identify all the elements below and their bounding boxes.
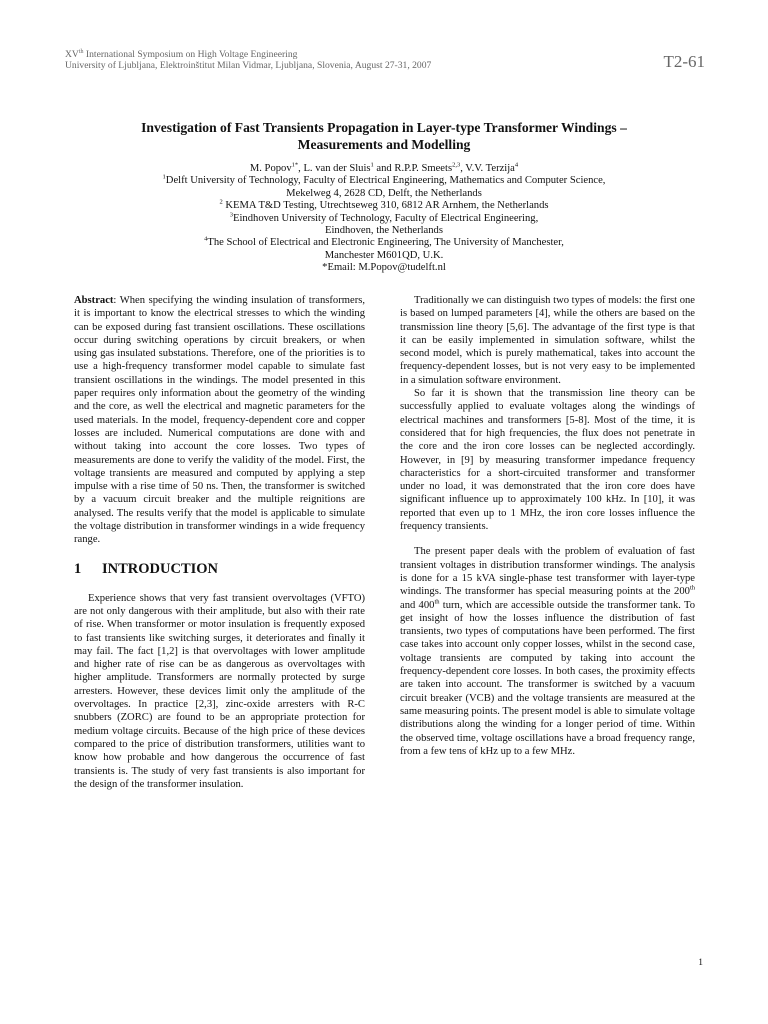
affiliation-2-text: KEMA T&D Testing, Utrechtseweg 310, 6812 AR Arnhem, the Netherlands [222,200,549,212]
affiliation-4-line-2: Manchester M601QD, U.K. [324,249,444,261]
conference-prefix: XV [65,49,79,60]
para3-sup-1: th [689,584,695,592]
conference-name: International Symposium on High Voltage Engineering [83,49,298,60]
conference-info [65,49,705,71]
intro-paragraph-1: Experience shows that very fast transient overvoltages (VFTO) are not only dangerous with their amplitude, but also with their rate of rise. When transformer or motor insulation is frequently exposed to fast transients like switching surges, it deteriorates and finally it may fail. The fact [1,2] is that overvoltages with lower amplitude and higher rate of rise can be as dangerous as overvoltages with higher amplitude. Transformers are normally protected by surge arresters. However, these devices limit only the amplitude of the overvoltages. In practice [2,3], zinc-oxide arresters with R-C snubbers (ZORC) are found to be an appropriate protection for medium voltage circuits. Because of the high price of these devices compared to the price of distribution transformers, utilities want to know how probable and how dangerous the occurrence of fast transients is. The study of very fast transients is also important for the design of the transformer insulation. [74,592,365,790]
author-1: M. Popov [249,163,292,174]
para3-part-c: turn, which are accessible outside the transformer tank. To get insight of how the losses influence the distribution of fast transients, two types of computations have been performed. The first case takes into account only copper losses, whilst in the second case, voltage transients are computed by taking into account the frequency-dependent core losses. In both cases, the proximity effects are taken into account. The transformer is switched by a vacuum circuit breaker (VCB) and the voltage transients are measured at the same measuring points. The present model is able to simulate voltage distributions along the winding for a longer period of time. Within the observed time, voltage oscillations have a broad frequency range, from a few tens of kHz up to a few MHz. [400,599,695,757]
affiliation-1 [90,175,678,200]
affiliation-2 [90,200,678,212]
section-title: INTRODUCTION [102,560,219,577]
affiliation-4 [90,237,678,262]
para3-part-a: The present paper deals with the problem of evaluation of fast transient voltages in distribution transformer windings. The analysis is done for a 15 kVA single-phase test transformer with layer-type windings. The transformer has special measuring points at the 200 [400,546,695,598]
author-1-sup: 1* [291,161,299,169]
right-column [400,294,695,758]
paper-code: T2-61 [663,52,705,71]
abstract-label: Abstract [74,295,114,306]
conference-location: University of Ljubljana, Elektroinštitut Milan Vidmar, Ljubljana, Slovenia, August 27-31, 2007 [65,60,432,71]
conference-sup: th [78,48,84,55]
section-number: 1 [74,560,82,577]
author-4: , V.V. Terzija [460,163,515,174]
affiliation-4-line-1: The School of Electrical and Electronic Engineering, The University of Manchester, [207,237,564,249]
para3-part-b: and 400 [400,599,435,611]
affiliation-1-line-2: Mekelweg 4, 2628 CD, Delft, the Netherlands [286,187,482,199]
page-header [65,49,705,79]
author-email: *Email: M.Popov@tudelft.nl [322,262,446,274]
affiliation-1-sup: 1 [162,173,166,181]
affiliation-3-line-2: Eindhoven, the Netherlands [325,225,443,237]
author-4-sup: 4 [514,161,519,169]
affiliation-1-line-1: Delft University of Technology, Faculty of Electrical Engineering, Mathematics and Computer Science, [165,175,606,187]
abstract-paragraph [74,294,365,547]
title-line-1: Investigation of Fast Transients Propagation in Layer-type Transformer Windings – [141,120,627,135]
affiliation-3-line-1: Eindhoven University of Technology, Faculty of Electrical Engineering, [233,212,539,224]
affiliation-4-sup: 4 [204,235,208,243]
author-3: and R.P.P. Smeets [373,163,453,174]
author-3-sup: 2,3 [452,161,461,169]
affiliation-3-sup: 3 [229,211,234,219]
author-list [90,163,678,175]
left-column [74,294,365,791]
affiliation-3 [90,213,678,238]
right-paragraph-1: Traditionally we can distinguish two types of models: the first one is based on lumped parameters [4], while the others are based on the transmission line theory [5,6]. The advantage of the first type is that it can be easily implemented in simulation software, whilst the second model, which is purely mathematical, takes into account the frequency-dependent losses, but is not very easy to be implemented in a simulation software environment. [400,295,695,386]
right-paragraph-2: So far it is shown that the transmission line theory can be successfully applied to evaluate voltages along the windings of electrical machines and transformers [5-8]. Most of the time, it is considered that for high frequencies, the flux does not penetrate in the core and the iron core losses can be neglected accordingly. However, in [9] by measuring transformer impedance frequency characteristics for a short-circuited transformer and transformer under no load, it was demonstrated that the iron core does have significant influence up to approximately 100 kHz. In [10], it was reported that even up to 1 MHz, the iron core losses influence the frequency transients. [400,388,695,533]
author-2: , L. van der Sluis [298,163,371,174]
right-paragraph-3 [400,545,695,758]
title-line-2: Measurements and Modelling [297,137,471,152]
abstract-text: : When specifying the winding insulation of transformers, it is important to know the electrical stresses to which the winding can be exposed during fast transient oscillations. These oscillations occur during switching operations by circuit breakers, or when using gas insulated substations. Therefore, one of the priorities is to use a high-frequency transformer model capable to simulate fast transient oscillations in the windings. The model presented in this paper requires only information about the geometry of the winding and the core, as well the electrical and magnetic parameters for the used materials. In the model, frequency-dependent core and copper losses are included. Numerical computations are done with and without taking into account the core losses. Two types of measurements are done to verify the validity of the model. First, the voltage transients are measured and computed by applying a step impulse with a rise time of 50 ns. Then, the transformer is switched by a vacuum circuit breaker and the multiple reignitions are analysed. The results verify that the model is applicable to simulate the voltage distribution in transformer windings in a wide frequency range. [74,295,365,546]
affiliation-2-sup: 2 [219,198,223,206]
page-number: 1 [698,958,703,968]
author-2-sup: 1 [370,161,374,169]
authors-block [90,163,678,275]
section-heading-introduction [74,561,365,578]
paper-title [90,119,678,153]
para3-sup-2: th [434,598,440,605]
